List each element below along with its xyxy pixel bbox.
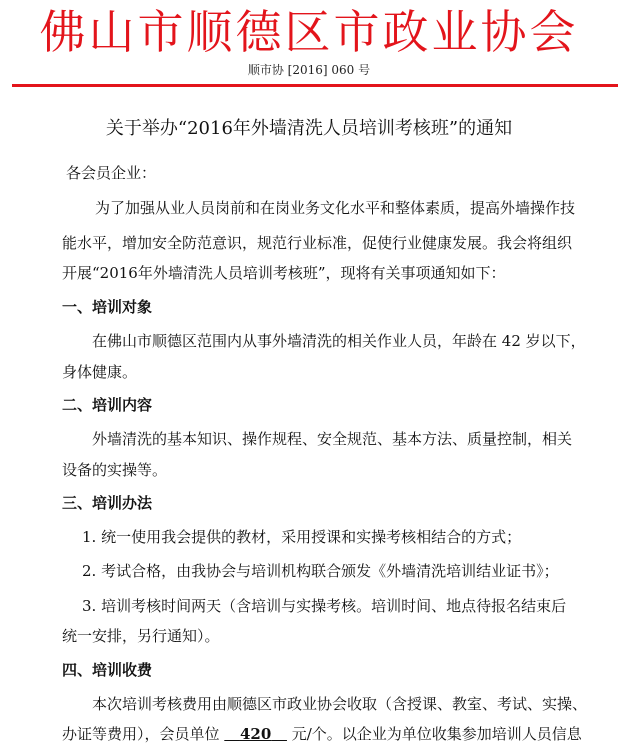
red-header-rule (12, 84, 618, 87)
org-title: 佛山市顺德区市政业协会 (39, 5, 579, 59)
document-number: 顺市协 [2016] 060 号 (247, 63, 371, 77)
section-heading-trainees: 一、培训对象 (62, 298, 153, 316)
section-line: 身体健康。 (62, 363, 138, 381)
section-line: 设备的实操等。 (62, 461, 168, 479)
section-line: 1. 统一使用我会提供的教材，采用授课和实操考核相结合的方式； (82, 528, 522, 546)
fee-line-prefix: 办证等费用），会员单位 (62, 725, 220, 743)
section-line: 本次培训考核费用由顺德区市政业协会收取（含授课、教室、考试、实操、 (92, 695, 588, 713)
section-line: 统一安排，另行通知）。 (62, 627, 220, 645)
notice-title: 关于举办“2016年外墙清洗人员培训考核班”的通知 (105, 118, 513, 139)
section-line: 在佛山市顺德区范围内从事外墙清洗的相关作业人员，年龄在 42 岁以下， (92, 332, 586, 350)
member-fee-amount (224, 725, 287, 743)
intro-line: 为了加强从业人员岗前和在岗业务文化水平和整体素质，提高外墙操作技 (95, 199, 576, 217)
fee-line-suffix: 元/个。以企业为单位收集参加培训人员信息 (291, 725, 582, 743)
section-line: 3. 培训考核时间两天（含培训与实操考核。培训时间、地点待报名结束后 (82, 597, 567, 615)
intro-line: 能水平，增加安全防范意识，规范行业标准，促使行业健康发展。我会将组织 (62, 234, 573, 252)
section-line: 2. 考试合格，由我协会与培训机构联合颁发《外墙清洗培训结业证书》； (82, 562, 559, 580)
salutation: 各会员企业： (66, 164, 157, 182)
section-heading-method: 三、培训办法 (62, 494, 153, 512)
intro-line: 开展“2016年外墙清洗人员培训考核班”，现将有关事项通知如下： (62, 264, 506, 282)
section-heading-content: 二、培训内容 (62, 396, 153, 414)
fee-line (62, 724, 582, 744)
section-heading-fees: 四、培训收费 (62, 661, 153, 679)
member-fee-value: 420 (239, 725, 272, 743)
section-line: 外墙清洗的基本知识、操作规程、安全规范、基本方法、质量控制，相关 (92, 430, 573, 448)
